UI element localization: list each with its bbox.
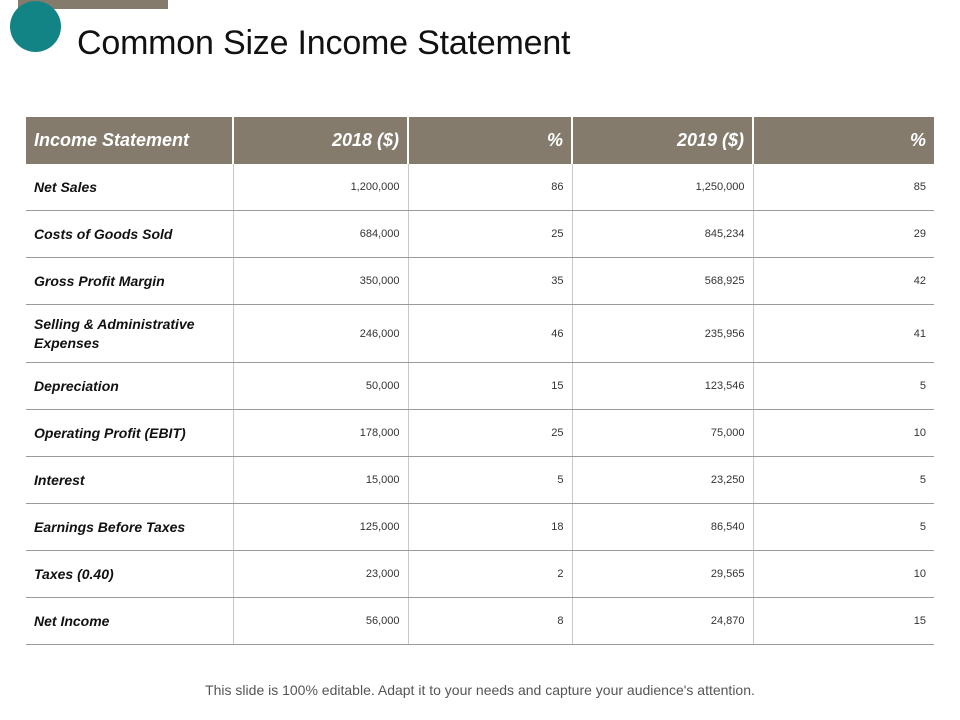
percent-2019: 15	[753, 598, 934, 645]
row-label: Operating Profit (EBIT)	[26, 410, 233, 457]
percent-2018: 86	[408, 164, 572, 211]
header-income-statement: Income Statement	[26, 117, 233, 164]
row-label: Selling & Administrative Expenses	[26, 305, 233, 363]
value-2019: 123,546	[572, 363, 753, 410]
percent-2018: 35	[408, 258, 572, 305]
percent-2018: 18	[408, 504, 572, 551]
slide-title: Common Size Income Statement	[77, 24, 571, 62]
percent-2019: 5	[753, 457, 934, 504]
table-row	[26, 457, 934, 504]
value-2018: 684,000	[233, 211, 408, 258]
row-label: Interest	[26, 457, 233, 504]
table-row	[26, 305, 934, 363]
value-2019: 86,540	[572, 504, 753, 551]
value-2018: 178,000	[233, 410, 408, 457]
value-2019: 24,870	[572, 598, 753, 645]
percent-2018: 25	[408, 410, 572, 457]
percent-2018: 5	[408, 457, 572, 504]
value-2019: 845,234	[572, 211, 753, 258]
row-label: Earnings Before Taxes	[26, 504, 233, 551]
percent-2019: 29	[753, 211, 934, 258]
row-label: Taxes (0.40)	[26, 551, 233, 598]
table-row	[26, 504, 934, 551]
table-row	[26, 211, 934, 258]
value-2018: 1,200,000	[233, 164, 408, 211]
header-2019: 2019 ($)	[572, 117, 753, 164]
percent-2018: 46	[408, 305, 572, 363]
table-row	[26, 258, 934, 305]
income-statement-table	[26, 117, 934, 645]
percent-2018: 2	[408, 551, 572, 598]
table-row	[26, 598, 934, 645]
table-row	[26, 164, 934, 211]
value-2019: 23,250	[572, 457, 753, 504]
value-2018: 350,000	[233, 258, 408, 305]
table-row	[26, 410, 934, 457]
row-label: Gross Profit Margin	[26, 258, 233, 305]
value-2019: 1,250,000	[572, 164, 753, 211]
percent-2018: 15	[408, 363, 572, 410]
slide-footer: This slide is 100% editable. Adapt it to your needs and capture your audience's attention.	[205, 682, 755, 698]
percent-2019: 42	[753, 258, 934, 305]
percent-2019: 10	[753, 410, 934, 457]
value-2018: 125,000	[233, 504, 408, 551]
percent-2019: 10	[753, 551, 934, 598]
percent-2019: 5	[753, 504, 934, 551]
header-2018: 2018 ($)	[233, 117, 408, 164]
percent-2019: 41	[753, 305, 934, 363]
percent-2018: 8	[408, 598, 572, 645]
value-2019: 235,956	[572, 305, 753, 363]
row-label: Costs of Goods Sold	[26, 211, 233, 258]
value-2019: 29,565	[572, 551, 753, 598]
percent-2019: 85	[753, 164, 934, 211]
header-2018-percent: %	[408, 117, 572, 164]
decorative-circle	[10, 1, 61, 52]
value-2019: 568,925	[572, 258, 753, 305]
value-2018: 15,000	[233, 457, 408, 504]
table-row	[26, 551, 934, 598]
table-body	[26, 164, 934, 645]
value-2018: 56,000	[233, 598, 408, 645]
value-2019: 75,000	[572, 410, 753, 457]
value-2018: 50,000	[233, 363, 408, 410]
row-label: Depreciation	[26, 363, 233, 410]
percent-2018: 25	[408, 211, 572, 258]
row-label: Net Sales	[26, 164, 233, 211]
table-row	[26, 363, 934, 410]
percent-2019: 5	[753, 363, 934, 410]
value-2018: 246,000	[233, 305, 408, 363]
header-2019-percent: %	[753, 117, 934, 164]
row-label: Net Income	[26, 598, 233, 645]
value-2018: 23,000	[233, 551, 408, 598]
table-header-row	[26, 117, 934, 164]
